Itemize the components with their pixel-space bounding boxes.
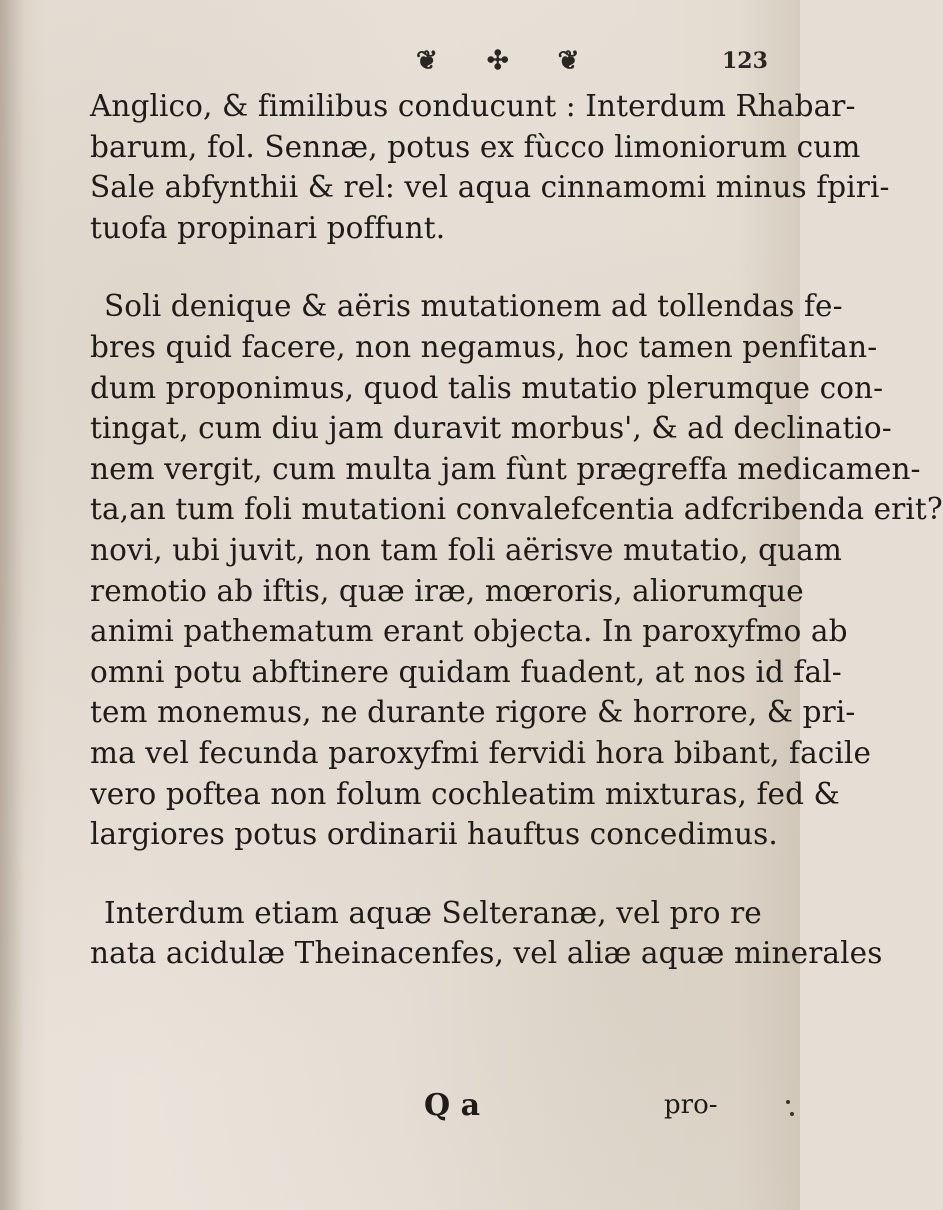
text-line: dum proponimus, quod talis mutatio plerumque con-	[90, 370, 884, 405]
text-line: nata acidulæ Theinacenfes, vel aliæ aquæ minerales	[90, 936, 883, 971]
paragraph-gap	[90, 855, 770, 893]
text-line: Interdum etiam aquæ Selteranæ, vel pro re	[104, 895, 762, 930]
gutter-shadow	[0, 0, 24, 1210]
text-line: Sale abfynthii & rel: vel aqua cinnamomi minus fpiri-	[90, 170, 890, 205]
text-line: bres quid facere, non negamus, hoc tamen penfitan-	[90, 329, 878, 364]
text-line: remotio ab iftis, quæ iræ, mœroris, aliorumque	[90, 573, 804, 608]
text-line: Soli denique & aëris mutationem ad tollendas fe-	[104, 289, 843, 324]
running-head	[0, 46, 800, 86]
text-line: omni potu abftinere quidam fuadent, at nos id fal-	[90, 654, 842, 689]
catchline	[0, 1088, 800, 1128]
text-line: novi, ubi juvit, non tam foli aërisve mutatio, quam	[90, 532, 843, 567]
text-line: ta,an tum foli mutationi convalefcentia adfcribenda erit?	[90, 492, 943, 527]
body-text	[90, 86, 943, 974]
header-ornaments: ❦ ✣ ❦	[416, 46, 600, 76]
text-line: ma vel fecunda paroxyfmi fervidi hora bibant, facile	[90, 735, 872, 770]
text-line: Anglico, & fimilibus conducunt : Interdum Rhabar-	[90, 89, 856, 123]
catchword: pro-	[664, 1090, 718, 1120]
ink-speck	[786, 1100, 790, 1104]
text-line: tingat, cum diu jam duravit morbus', & ad declinatio-	[90, 411, 892, 446]
text-line: largiores potus ordinarii hauftus concedimus.	[90, 817, 778, 852]
signature-mark: Q a	[424, 1088, 481, 1123]
text-line: tuofa propinari poffunt.	[90, 210, 446, 245]
page-number: 123	[722, 48, 768, 74]
paragraph-gap	[90, 248, 770, 286]
text-line: animi pathematum erant objecta. In paroxyfmo ab	[90, 614, 848, 649]
text-line: nem vergit, cum multa jam fùnt prægreffa medicamen-	[90, 451, 921, 486]
text-line: barum, fol. Sennæ, potus ex fùcco limoniorum cum	[90, 129, 861, 164]
text-line: vero poftea non folum cochleatim mixturas, fed &	[90, 776, 840, 811]
text-line: tem monemus, ne durante rigore & horrore, & pri-	[90, 695, 856, 730]
ink-speck	[790, 1112, 794, 1116]
